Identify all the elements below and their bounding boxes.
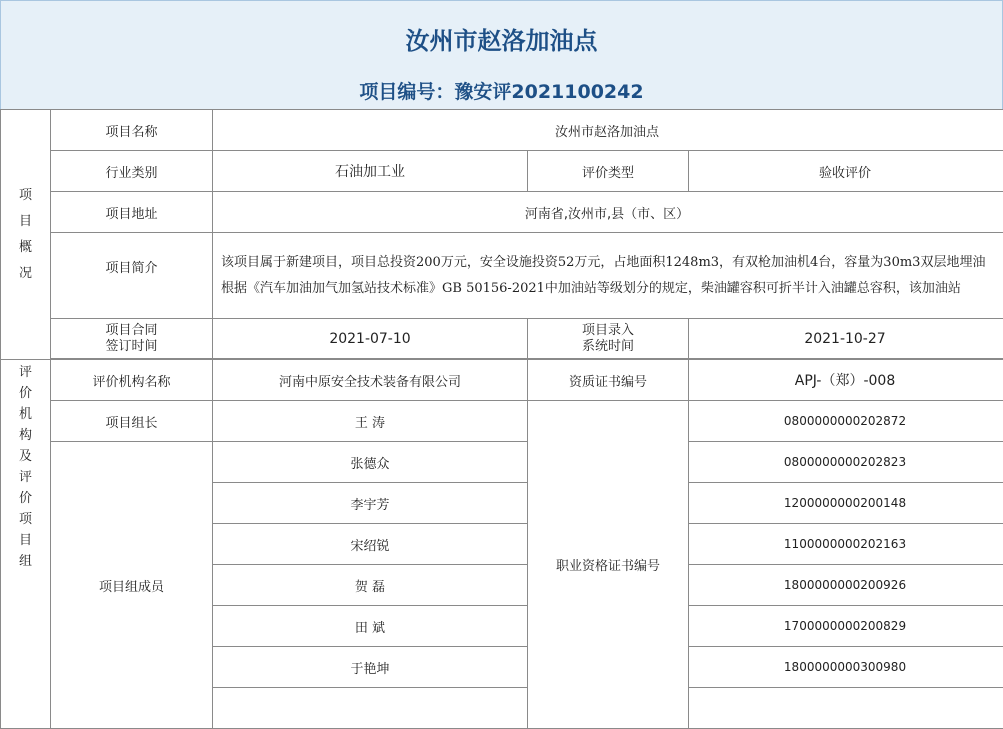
intro-value [213, 233, 1003, 319]
section-overview-label: 项 目 概 况 [1, 110, 51, 360]
qualification-label: 职业资格证书编号 [528, 401, 689, 729]
intro-line-1: 该项目属于新建项目，项目总投资200万元，安全设施投资52万元，占地面积1248m3，有双枪加油机4台，容量为30m3双层地埋油 [221, 250, 1003, 276]
member-name: 于艳坤 [213, 647, 528, 688]
org-value: 河南中原安全技术装备有限公司 [213, 360, 528, 401]
address-label: 项目地址 [51, 192, 213, 233]
entry-date-value: 2021-10-27 [689, 319, 1003, 359]
contract-date-label: 项目合同 签订时间 [51, 319, 213, 359]
industry-label: 行业类别 [51, 151, 213, 192]
intro-line-2: 根据《汽车加油加气加氢站技术标准》GB 50156-2021中加油站等级划分的规定，柴油罐容积可折半计入油罐总容积，该加油站 [221, 276, 1003, 302]
row-industry [1, 151, 1003, 192]
member-cert: 1800000000200926 [689, 565, 1003, 606]
entry-date-label: 项目录入 系统时间 [528, 319, 689, 359]
leader-label: 项目组长 [51, 401, 213, 442]
cert-value: APJ-（郑）-008 [689, 360, 1003, 401]
intro-label: 项目简介 [51, 233, 213, 319]
row-project-name [1, 110, 1003, 151]
address-value: 河南省,汝州市,县（市、区） [213, 192, 1003, 233]
project-number: 项目编号：豫安评2021100242 [1, 77, 1002, 104]
row-org [1, 360, 1003, 401]
row-leader [1, 401, 1003, 442]
member-name: 田 斌 [213, 606, 528, 647]
contract-date-value: 2021-07-10 [213, 319, 528, 359]
eval-type-label: 评价类型 [528, 151, 689, 192]
project-name-value: 汝州市赵洛加油点 [213, 110, 1003, 151]
member-name: 张德众 [213, 442, 528, 483]
member-cert: 1200000000200148 [689, 483, 1003, 524]
section-evaluator-label: 评 价 机 构 及 评 价 项 目 组 [1, 360, 51, 729]
member-cert: 1800000000300980 [689, 647, 1003, 688]
leader-cert: 0800000000202872 [689, 401, 1003, 442]
members-label: 项目组成员 [51, 442, 213, 729]
project-name-label: 项目名称 [51, 110, 213, 151]
member-cert: 0800000000202823 [689, 442, 1003, 483]
row-intro [1, 233, 1003, 319]
leader-name: 王 涛 [213, 401, 528, 442]
row-dates [1, 319, 1003, 359]
row-address [1, 192, 1003, 233]
report-header [0, 0, 1003, 109]
member-name: 李宇芳 [213, 483, 528, 524]
member-name: 宋绍锐 [213, 524, 528, 565]
table-row [1, 442, 1003, 483]
member-cert: 1700000000200829 [689, 606, 1003, 647]
project-title: 汝州市赵洛加油点 [1, 21, 1002, 56]
project-info-table [0, 109, 1003, 729]
member-cert: 1100000000202163 [689, 524, 1003, 565]
industry-value: 石油加工业 [213, 151, 528, 192]
member-name: 贺 磊 [213, 565, 528, 606]
eval-type-value: 验收评价 [689, 151, 1003, 192]
org-label: 评价机构名称 [51, 360, 213, 401]
cert-label: 资质证书编号 [528, 360, 689, 401]
